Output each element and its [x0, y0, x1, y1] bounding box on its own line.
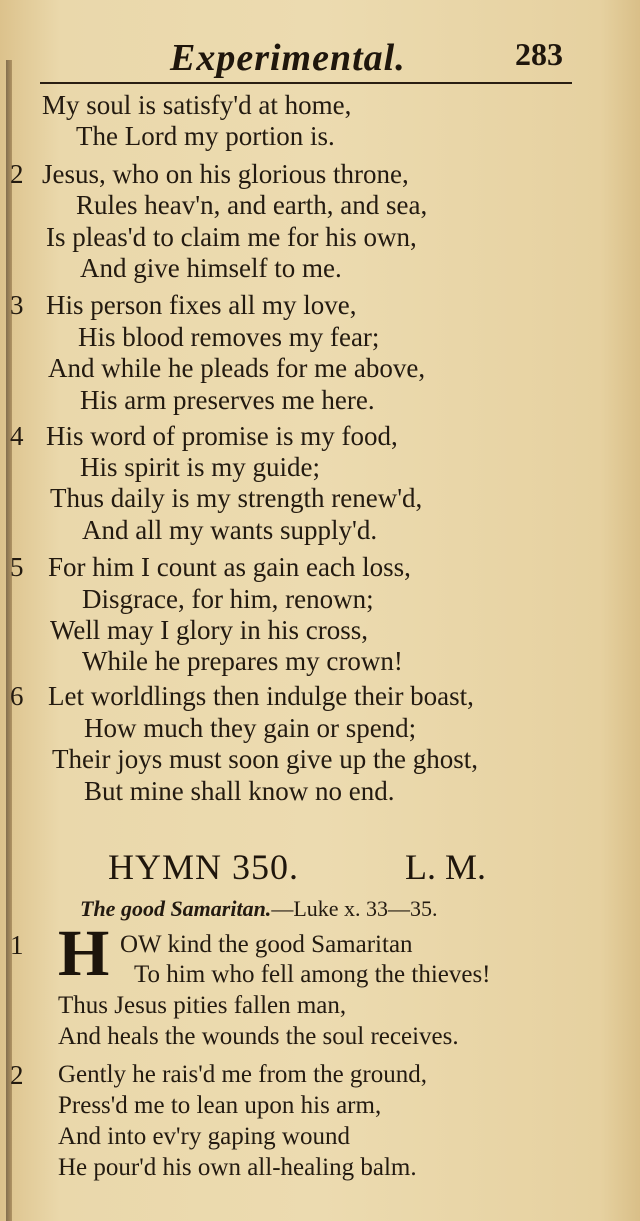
verse-line: His person fixes all my love,	[46, 290, 357, 320]
verse-line: His blood removes my fear;	[78, 322, 380, 352]
stanza-number: 2	[10, 1060, 24, 1090]
hymn-subtitle-reference: —Luke x. 33—35.	[271, 896, 438, 921]
verse-line: For him I count as gain each loss,	[48, 552, 411, 582]
verse-line: But mine shall know no end.	[84, 776, 395, 806]
verse-line: Well may I glory in his cross,	[50, 615, 369, 645]
verse-line: Rules heav'n, and earth, and sea,	[76, 190, 428, 220]
verse-line: He pour'd his own all-healing balm.	[58, 1154, 417, 1181]
stanza-number: 2	[10, 159, 24, 189]
verse-line: OW kind the good Samaritan	[120, 931, 413, 958]
verse-line: And give himself to me.	[80, 253, 342, 283]
verse-line: His arm preserves me here.	[80, 385, 375, 415]
verse-line: The Lord my portion is.	[76, 121, 335, 151]
verse-line: Thus daily is my strength renew'd,	[50, 483, 423, 513]
verse-line: And into ev'ry gaping wound	[58, 1123, 350, 1150]
header-rule	[40, 82, 572, 84]
stanza-number: 5	[10, 552, 24, 582]
verse-line: Is pleas'd to claim me for his own,	[46, 222, 417, 252]
verse-line: Thus Jesus pities fallen man,	[58, 992, 347, 1019]
verse-line: Their joys must soon give up the ghost,	[52, 744, 478, 774]
hymn-title: HYMN 350.	[108, 847, 300, 887]
verse-line: My soul is satisfy'd at home,	[42, 90, 352, 120]
verse-line: While he prepares my crown!	[82, 646, 403, 676]
hymn-subtitle	[80, 896, 438, 922]
page-number: 283	[515, 36, 563, 72]
verse-line: Press'd me to lean upon his arm,	[58, 1092, 382, 1119]
verse-line: And while he pleads for me above,	[48, 353, 426, 383]
verse-line: His word of promise is my food,	[46, 421, 398, 451]
drop-cap: H	[58, 917, 110, 990]
verse-line: His spirit is my guide;	[80, 452, 321, 482]
stanza-number: 4	[10, 421, 24, 451]
verse-line: Jesus, who on his glorious throne,	[42, 159, 409, 189]
hymn-meter: L. M.	[405, 847, 486, 887]
page-gutter-shadow	[6, 60, 12, 1221]
running-head: Experimental.	[170, 37, 406, 79]
verse-line: Disgrace, for him, renown;	[82, 584, 374, 614]
verse-line: And heals the wounds the soul receives.	[58, 1023, 459, 1050]
verse-line: And all my wants supply'd.	[82, 515, 378, 545]
stanza-number: 3	[10, 290, 24, 320]
hymn-subtitle-title: The good Samaritan.	[80, 896, 272, 921]
verse-line: To him who fell among the thieves!	[134, 961, 491, 988]
verse-line: How much they gain or spend;	[84, 713, 417, 743]
stanza-number: 6	[10, 681, 24, 711]
verse-line: Let worldlings then indulge their boast,	[48, 681, 474, 711]
verse-line: Gently he rais'd me from the ground,	[58, 1061, 427, 1088]
stanza-number: 1	[10, 930, 24, 960]
